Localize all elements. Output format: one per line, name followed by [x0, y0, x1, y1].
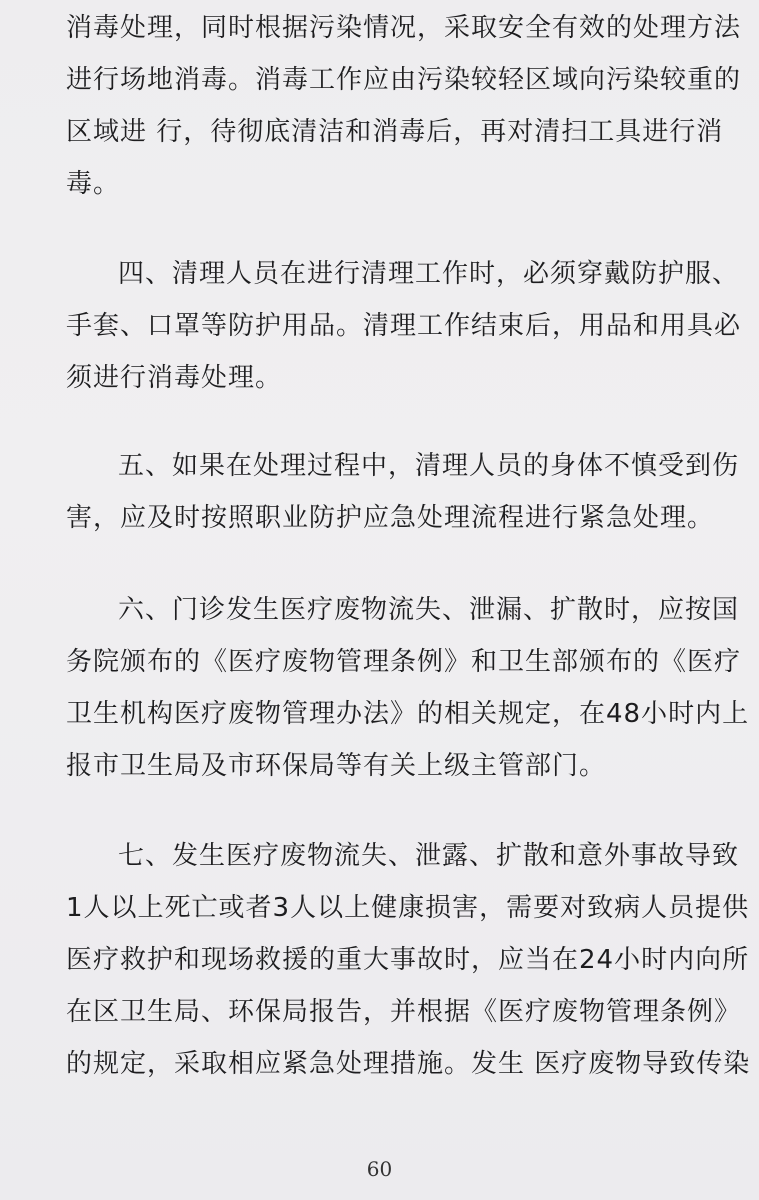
paragraph-line: 害，应及时按照职业防护应急处理流程进行紧急处理。 [66, 503, 715, 533]
paragraph-item-seven [66, 830, 751, 1090]
paragraph-line: 须进行消毒处理。 [66, 363, 283, 393]
paragraph-line: 五、如果在处理过程中，清理人员的身体不慎受到伤 [118, 451, 740, 481]
paragraph-line: 在区卫生局、环保局报告，并根据《医疗废物管理条例》 [66, 997, 742, 1027]
paragraph-line: 六、门诊发生医疗废物流失、泄漏、扩散时，应按国 [118, 595, 740, 625]
paragraph-line: 的规定，采取相应紧急处理措施。发生 医疗废物导致传染 [66, 1049, 751, 1079]
paragraph-line: 手套、口罩等防护用品。清理工作结束后，用品和用具必 [66, 311, 742, 341]
paragraph-disinfection [66, 2, 742, 210]
paragraph-item-five [66, 440, 740, 544]
paragraph-line: 消毒处理，同时根据污染情况，采取安全有效的处理方法 [66, 13, 742, 43]
paragraph-line: 1人以上死亡或者3人以上健康损害，需要对致病人员提供 [66, 893, 750, 923]
paragraph-line: 进行场地消毒。消毒工作应由污染较轻区域向污染较重的 [66, 65, 742, 95]
paragraph-line: 医疗救护和现场救援的重大事故时，应当在24小时内向所 [66, 945, 750, 975]
paragraph-item-four [66, 248, 742, 404]
paragraph-line: 毒。 [66, 169, 121, 199]
page-number: 60 [366, 1157, 393, 1181]
paragraph-line: 卫生机构医疗废物管理办法》的相关规定，在48小时内上 [66, 699, 750, 729]
paragraph-line: 报市卫生局及市环保局等有关上级主管部门。 [66, 751, 607, 781]
paragraph-line: 务院颁布的《医疗废物管理条例》和卫生部颁布的《医疗 [66, 647, 742, 677]
paragraph-line: 七、发生医疗废物流失、泄露、扩散和意外事故导致 [118, 841, 740, 871]
paragraph-line: 区域进 行，待彻底清洁和消毒后，再对清扫工具进行消 [66, 117, 724, 147]
paragraph-line: 四、清理人员在进行清理工作时，必须穿戴防护服、 [118, 259, 740, 289]
paragraph-item-six [66, 584, 750, 792]
